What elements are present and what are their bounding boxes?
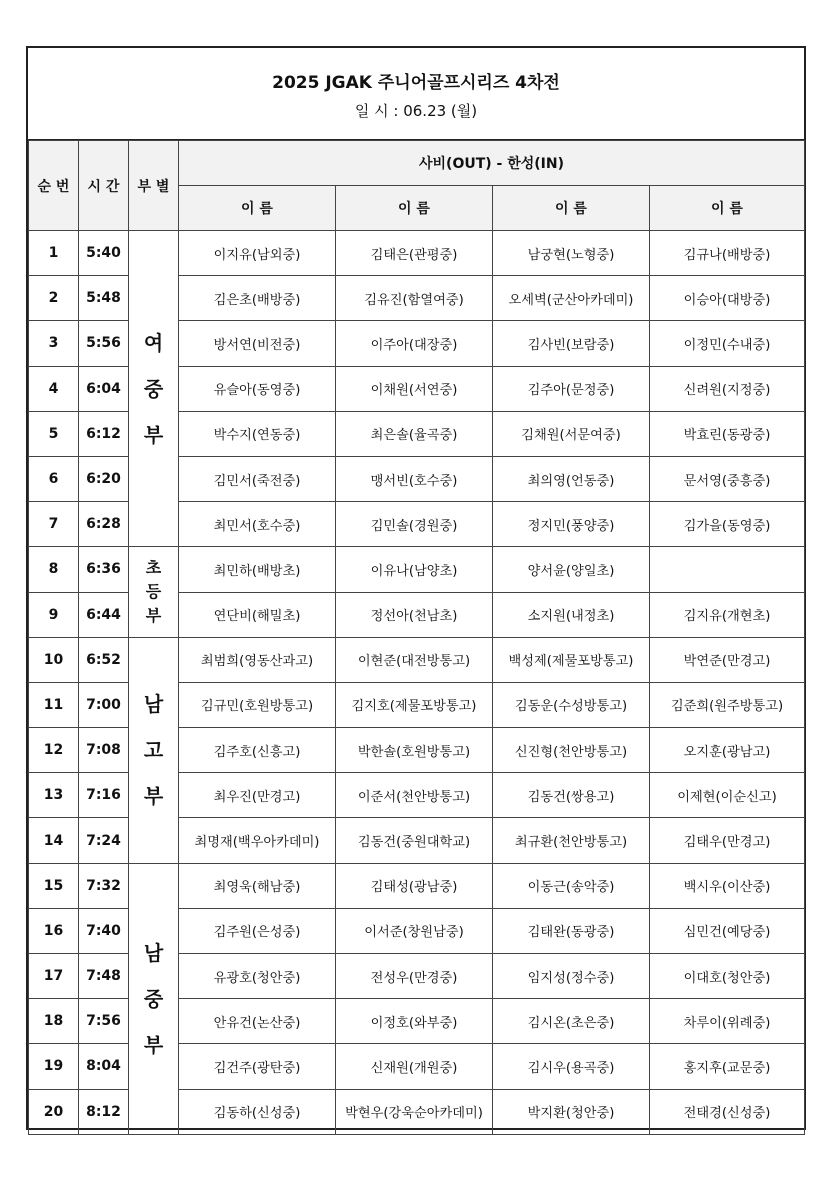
header-time: 시 간 bbox=[79, 141, 129, 231]
player-name: 최민하(배방초) bbox=[179, 547, 336, 592]
row-number: 19 bbox=[29, 1044, 79, 1089]
division-cell bbox=[129, 231, 179, 547]
division-label-char: 부 bbox=[145, 606, 162, 625]
player-name: 김지호(제물포방통고) bbox=[336, 682, 493, 727]
tee-time: 7:08 bbox=[79, 728, 129, 773]
player-name: 이현준(대전방통고) bbox=[336, 637, 493, 682]
player-name: 정선아(천남초) bbox=[336, 592, 493, 637]
player-name: 최은솔(율곡중) bbox=[336, 411, 493, 456]
player-name: 최민서(호수중) bbox=[179, 502, 336, 547]
row-number: 12 bbox=[29, 728, 79, 773]
player-name: 박한솔(호원방통고) bbox=[336, 728, 493, 773]
row-number: 14 bbox=[29, 818, 79, 863]
player-name: 김주아(문정중) bbox=[493, 366, 650, 411]
player-name: 김민솔(경원중) bbox=[336, 502, 493, 547]
table-row bbox=[29, 863, 805, 908]
row-number: 20 bbox=[29, 1089, 79, 1134]
player-name: 유슬아(동영중) bbox=[179, 366, 336, 411]
tee-time: 7:16 bbox=[79, 773, 129, 818]
player-name: 오지훈(광남고) bbox=[650, 728, 805, 773]
player-name: 이지유(남외중) bbox=[179, 231, 336, 276]
tee-time: 8:12 bbox=[79, 1089, 129, 1134]
player-name: 최범희(영동산과고) bbox=[179, 637, 336, 682]
player-name: 소지원(내정초) bbox=[493, 592, 650, 637]
division-label-char: 초 bbox=[145, 558, 162, 577]
player-name: 김은초(배방중) bbox=[179, 276, 336, 321]
player-name: 방서연(비전중) bbox=[179, 321, 336, 366]
player-name: 심민건(예당중) bbox=[650, 908, 805, 953]
player-name: 맹서빈(호수중) bbox=[336, 456, 493, 501]
row-number: 2 bbox=[29, 276, 79, 321]
player-name: 박지환(청안중) bbox=[493, 1089, 650, 1134]
tee-time: 6:20 bbox=[79, 456, 129, 501]
tee-time: 7:32 bbox=[79, 863, 129, 908]
header-name-1: 이 름 bbox=[179, 186, 336, 231]
player-name: 김사빈(보람중) bbox=[493, 321, 650, 366]
event-date: 일 시 : 06.23 (월) bbox=[354, 102, 478, 120]
player-name: 최영욱(해남중) bbox=[179, 863, 336, 908]
player-name: 신려원(지정중) bbox=[650, 366, 805, 411]
player-name: 이동근(송악중) bbox=[493, 863, 650, 908]
division-label-char: 고 bbox=[143, 738, 164, 763]
player-name: 백성제(제물포방통고) bbox=[493, 637, 650, 682]
division-label-char: 남 bbox=[143, 692, 164, 717]
tee-time: 7:48 bbox=[79, 954, 129, 999]
division-cell bbox=[129, 637, 179, 863]
tee-time: 5:56 bbox=[79, 321, 129, 366]
row-number: 7 bbox=[29, 502, 79, 547]
tee-time: 6:04 bbox=[79, 366, 129, 411]
player-name: 박효린(동광중) bbox=[650, 411, 805, 456]
tee-time: 7:40 bbox=[79, 908, 129, 953]
division-label-char: 중 bbox=[143, 986, 164, 1011]
row-number: 6 bbox=[29, 456, 79, 501]
title-box bbox=[28, 48, 804, 140]
player-name: 홍지후(교문중) bbox=[650, 1044, 805, 1089]
player-name: 이주아(대장중) bbox=[336, 321, 493, 366]
header-course: 사비(OUT) - 한성(IN) bbox=[179, 141, 805, 186]
header-number: 순 번 bbox=[29, 141, 79, 231]
player-name: 박현우(강욱순아카데미) bbox=[336, 1089, 493, 1134]
player-name: 김규민(호원방통고) bbox=[179, 682, 336, 727]
player-name: 김시우(용곡중) bbox=[493, 1044, 650, 1089]
tee-time: 7:00 bbox=[79, 682, 129, 727]
tee-time: 6:52 bbox=[79, 637, 129, 682]
player-name: 김주호(신흥고) bbox=[179, 728, 336, 773]
row-number: 18 bbox=[29, 999, 79, 1044]
player-name: 김동하(신성중) bbox=[179, 1089, 336, 1134]
header-name-3: 이 름 bbox=[493, 186, 650, 231]
division-label-char: 남 bbox=[143, 940, 164, 965]
player-name: 김규나(배방중) bbox=[650, 231, 805, 276]
player-name: 이승아(대방중) bbox=[650, 276, 805, 321]
division-label-char: 여 bbox=[143, 330, 164, 355]
player-name: 김동건(중원대학교) bbox=[336, 818, 493, 863]
row-number: 10 bbox=[29, 637, 79, 682]
player-name: 김지유(개현초) bbox=[650, 592, 805, 637]
row-number: 9 bbox=[29, 592, 79, 637]
row-number: 13 bbox=[29, 773, 79, 818]
player-name: 임지성(정수중) bbox=[493, 954, 650, 999]
player-name: 양서윤(양일초) bbox=[493, 547, 650, 592]
player-name: 안유건(논산중) bbox=[179, 999, 336, 1044]
row-number: 3 bbox=[29, 321, 79, 366]
header-division: 부 별 bbox=[129, 141, 179, 231]
tee-time: 6:28 bbox=[79, 502, 129, 547]
schedule-frame bbox=[26, 46, 806, 1130]
player-name: 김주원(은성중) bbox=[179, 908, 336, 953]
row-number: 4 bbox=[29, 366, 79, 411]
row-number: 8 bbox=[29, 547, 79, 592]
player-name: 최의영(언동중) bbox=[493, 456, 650, 501]
tee-time: 6:36 bbox=[79, 547, 129, 592]
player-name: 김시온(초은중) bbox=[493, 999, 650, 1044]
player-name: 김가을(동영중) bbox=[650, 502, 805, 547]
division-label-char: 부 bbox=[143, 422, 164, 447]
player-name: 이채원(서연중) bbox=[336, 366, 493, 411]
player-name: 김태우(만경고) bbox=[650, 818, 805, 863]
player-name: 유광호(청안중) bbox=[179, 954, 336, 999]
tee-time: 6:12 bbox=[79, 411, 129, 456]
player-name: 김유진(함열여중) bbox=[336, 276, 493, 321]
player-name: 전태경(신성중) bbox=[650, 1089, 805, 1134]
player-name: 김태완(동광중) bbox=[493, 908, 650, 953]
player-name: 박수지(연동중) bbox=[179, 411, 336, 456]
table-body bbox=[29, 231, 805, 1135]
player-name: 백시우(이산중) bbox=[650, 863, 805, 908]
player-name: 김민서(죽전중) bbox=[179, 456, 336, 501]
player-name: 이제현(이순신고) bbox=[650, 773, 805, 818]
division-label-char: 부 bbox=[143, 784, 164, 809]
player-name: 이대호(청안중) bbox=[650, 954, 805, 999]
player-name: 김태은(관평중) bbox=[336, 231, 493, 276]
player-name: 연단비(해밀초) bbox=[179, 592, 336, 637]
player-name: 이준서(천안방통고) bbox=[336, 773, 493, 818]
table-row bbox=[29, 231, 805, 276]
player-name: 신진형(천안방통고) bbox=[493, 728, 650, 773]
row-number: 17 bbox=[29, 954, 79, 999]
row-number: 1 bbox=[29, 231, 79, 276]
division-cell bbox=[129, 863, 179, 1134]
row-number: 5 bbox=[29, 411, 79, 456]
player-name: 이정민(수내중) bbox=[650, 321, 805, 366]
page-title: 2025 JGAK 주니어골프시리즈 4차전 bbox=[272, 73, 560, 93]
player-name: 김태성(광남중) bbox=[336, 863, 493, 908]
tee-time: 5:48 bbox=[79, 276, 129, 321]
player-name: 김건주(광탄중) bbox=[179, 1044, 336, 1089]
division-label-char: 등 bbox=[145, 582, 162, 601]
tee-time-table bbox=[28, 140, 805, 1135]
player-name: 오세벽(군산아카데미) bbox=[493, 276, 650, 321]
player-name bbox=[650, 547, 805, 592]
tee-time: 7:24 bbox=[79, 818, 129, 863]
header-name-2: 이 름 bbox=[336, 186, 493, 231]
player-name: 최우진(만경고) bbox=[179, 773, 336, 818]
player-name: 박연준(만경고) bbox=[650, 637, 805, 682]
player-name: 최규환(천안방통고) bbox=[493, 818, 650, 863]
row-number: 15 bbox=[29, 863, 79, 908]
tee-time: 6:44 bbox=[79, 592, 129, 637]
player-name: 김채원(서문여중) bbox=[493, 411, 650, 456]
header-name-4: 이 름 bbox=[650, 186, 805, 231]
division-label-char: 중 bbox=[143, 376, 164, 401]
player-name: 정지민(풍양중) bbox=[493, 502, 650, 547]
tee-time: 8:04 bbox=[79, 1044, 129, 1089]
row-number: 16 bbox=[29, 908, 79, 953]
tee-time: 5:40 bbox=[79, 231, 129, 276]
division-label-char: 부 bbox=[143, 1032, 164, 1057]
player-name: 남궁현(노형중) bbox=[493, 231, 650, 276]
player-name: 김준희(원주방통고) bbox=[650, 682, 805, 727]
division-cell bbox=[129, 547, 179, 637]
player-name: 이정호(와부중) bbox=[336, 999, 493, 1044]
player-name: 김동운(수성방통고) bbox=[493, 682, 650, 727]
table-row bbox=[29, 637, 805, 682]
player-name: 이유나(남양초) bbox=[336, 547, 493, 592]
player-name: 차루이(위례중) bbox=[650, 999, 805, 1044]
player-name: 문서영(중흥중) bbox=[650, 456, 805, 501]
player-name: 최명재(백우아카데미) bbox=[179, 818, 336, 863]
player-name: 신재원(개원중) bbox=[336, 1044, 493, 1089]
player-name: 김동건(쌍용고) bbox=[493, 773, 650, 818]
tee-time: 7:56 bbox=[79, 999, 129, 1044]
player-name: 전성우(만경중) bbox=[336, 954, 493, 999]
row-number: 11 bbox=[29, 682, 79, 727]
table-row bbox=[29, 547, 805, 592]
player-name: 이서준(창원남중) bbox=[336, 908, 493, 953]
